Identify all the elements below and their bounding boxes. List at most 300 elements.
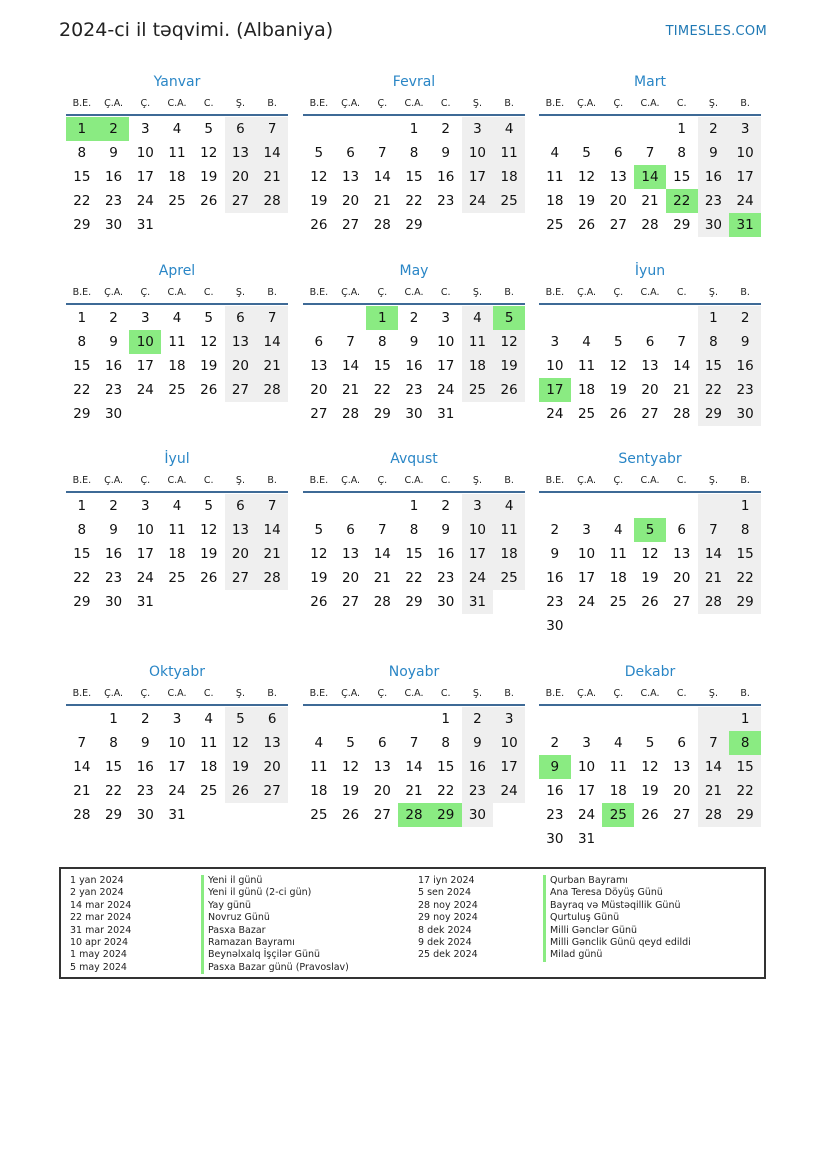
day-cell[interactable]: 8 [77,145,87,161]
day-cell[interactable]: 8 [409,145,419,161]
day-cell[interactable]: 4 [550,145,560,161]
day-cell[interactable]: 1 [109,711,118,727]
day-cell[interactable]: 10 [577,759,596,775]
day-cell[interactable]: 10 [577,546,596,562]
day-cell[interactable]: 2 [441,498,450,514]
day-cell[interactable]: 27 [673,807,691,823]
day-cell[interactable]: 23 [546,807,564,823]
day-cell[interactable]: 7 [377,522,387,538]
day-cell[interactable]: 8 [441,735,450,751]
day-cell[interactable]: 28 [256,189,288,213]
day-cell[interactable]: 28 [256,378,288,402]
day-cell[interactable]: 13 [225,518,257,542]
day-cell[interactable]: 22 [104,783,123,799]
day-cell[interactable]: 15 [729,755,761,779]
day-cell[interactable]: 21 [698,779,730,803]
day-cell[interactable]: 22 [373,382,391,398]
day-cell[interactable]: 30 [546,831,564,847]
day-cell[interactable]: 15 [73,169,91,185]
day-cell[interactable]: 18 [168,546,186,562]
day-cell[interactable]: 13 [341,546,360,562]
day-cell[interactable]: 15 [729,542,761,566]
day-cell[interactable]: 21 [405,783,423,799]
day-cell[interactable]: 5 [204,310,213,326]
day-cell[interactable]: 5 [204,498,213,514]
day-cell[interactable]: 12 [577,169,596,185]
day-cell[interactable]: 10 [729,141,761,165]
day-cell[interactable]: 29 [673,217,691,233]
day-cell[interactable]: 25 [493,566,525,590]
day-cell[interactable]: 26 [641,594,659,610]
day-cell[interactable]: 15 [405,546,423,562]
day-cell[interactable]: 27 [641,406,659,422]
day-cell[interactable]: 29 [729,803,761,827]
day-cell[interactable]: 17 [168,759,186,775]
day-cell[interactable]: 6 [225,117,257,141]
day-cell[interactable]: 16 [136,759,154,775]
day-cell[interactable]: 7 [677,334,686,350]
day-cell[interactable]: 7 [256,117,288,141]
day-cell[interactable]: 21 [256,542,288,566]
day-cell[interactable]: 15 [104,759,123,775]
day-cell[interactable]: 27 [225,189,257,213]
day-cell[interactable]: 2 [409,310,419,326]
day-cell[interactable]: 26 [225,779,257,803]
day-cell[interactable]: 18 [168,358,186,374]
day-cell[interactable]: 1 [77,310,87,326]
day-cell[interactable]: 14 [341,358,360,374]
day-cell[interactable]: 2 [109,310,118,326]
day-cell[interactable]: 8 [77,522,87,538]
day-cell[interactable]: 31 [168,807,186,823]
day-cell[interactable]: 24 [462,189,494,213]
day-cell[interactable]: 25 [310,807,328,823]
day-cell[interactable]: 26 [341,807,360,823]
day-cell[interactable]: 27 [673,594,691,610]
day-cell[interactable]: 24 [577,594,596,610]
day-cell[interactable]: 3 [462,494,494,518]
day-cell[interactable]: 7 [377,145,387,161]
day-cell[interactable]: 25 [168,382,186,398]
holiday-day-cell[interactable]: 2 [98,117,130,141]
brand-link[interactable]: TIMESLES.COM [665,24,767,39]
day-cell[interactable]: 6 [346,522,355,538]
day-cell[interactable]: 20 [225,542,257,566]
day-cell[interactable]: 21 [73,783,91,799]
day-cell[interactable]: 28 [373,217,391,233]
day-cell[interactable]: 12 [310,169,328,185]
day-cell[interactable]: 23 [405,382,423,398]
day-cell[interactable]: 23 [437,193,455,209]
day-cell[interactable]: 4 [172,121,182,137]
day-cell[interactable]: 18 [493,542,525,566]
day-cell[interactable]: 12 [641,759,659,775]
day-cell[interactable]: 9 [462,731,494,755]
day-cell[interactable]: 12 [200,334,218,350]
holiday-day-cell[interactable]: 17 [539,378,571,402]
holiday-day-cell[interactable]: 14 [634,165,666,189]
day-cell[interactable]: 15 [373,358,391,374]
day-cell[interactable]: 1 [729,494,761,518]
day-cell[interactable]: 1 [409,498,419,514]
day-cell[interactable]: 2 [729,306,761,330]
holiday-day-cell[interactable]: 1 [66,117,98,141]
day-cell[interactable]: 16 [104,358,123,374]
day-cell[interactable]: 28 [641,217,659,233]
day-cell[interactable]: 17 [462,165,494,189]
day-cell[interactable]: 19 [200,358,218,374]
day-cell[interactable]: 4 [172,310,182,326]
day-cell[interactable]: 26 [609,406,627,422]
day-cell[interactable]: 22 [729,779,761,803]
day-cell[interactable]: 10 [437,334,455,350]
day-cell[interactable]: 26 [200,193,218,209]
day-cell[interactable]: 12 [200,522,218,538]
day-cell[interactable]: 6 [346,145,355,161]
day-cell[interactable]: 20 [310,382,328,398]
day-cell[interactable]: 21 [256,165,288,189]
day-cell[interactable]: 21 [673,382,691,398]
day-cell[interactable]: 18 [493,165,525,189]
day-cell[interactable]: 21 [256,354,288,378]
day-cell[interactable]: 27 [310,406,328,422]
day-cell[interactable]: 16 [462,755,494,779]
day-cell[interactable]: 15 [73,546,91,562]
day-cell[interactable]: 16 [104,169,123,185]
day-cell[interactable]: 3 [172,711,182,727]
day-cell[interactable]: 18 [462,354,494,378]
day-cell[interactable]: 31 [136,217,154,233]
holiday-day-cell[interactable]: 5 [493,306,525,330]
day-cell[interactable]: 26 [200,570,218,586]
day-cell[interactable]: 29 [698,402,730,426]
holiday-day-cell[interactable]: 22 [666,189,698,213]
day-cell[interactable]: 6 [677,735,686,751]
day-cell[interactable]: 22 [73,193,91,209]
day-cell[interactable]: 25 [168,193,186,209]
day-cell[interactable]: 12 [310,546,328,562]
holiday-day-cell[interactable]: 1 [366,306,398,330]
day-cell[interactable]: 14 [373,169,391,185]
day-cell[interactable]: 18 [577,382,596,398]
day-cell[interactable]: 30 [104,217,123,233]
day-cell[interactable]: 22 [437,783,455,799]
day-cell[interactable]: 21 [373,193,391,209]
day-cell[interactable]: 6 [645,334,655,350]
day-cell[interactable]: 8 [109,735,118,751]
day-cell[interactable]: 21 [373,570,391,586]
day-cell[interactable]: 28 [373,594,391,610]
day-cell[interactable]: 11 [168,334,186,350]
day-cell[interactable]: 18 [609,570,627,586]
day-cell[interactable]: 23 [546,594,564,610]
day-cell[interactable]: 29 [104,807,123,823]
day-cell[interactable]: 29 [73,217,91,233]
day-cell[interactable]: 23 [698,189,730,213]
day-cell[interactable]: 19 [609,382,627,398]
day-cell[interactable]: 24 [462,566,494,590]
day-cell[interactable]: 19 [310,193,328,209]
day-cell[interactable]: 8 [77,334,87,350]
day-cell[interactable]: 14 [373,546,391,562]
day-cell[interactable]: 9 [441,145,450,161]
day-cell[interactable]: 16 [405,358,423,374]
day-cell[interactable]: 19 [577,193,596,209]
day-cell[interactable]: 1 [441,711,450,727]
day-cell[interactable]: 3 [582,522,591,538]
day-cell[interactable]: 5 [346,735,355,751]
day-cell[interactable]: 30 [462,803,494,827]
day-cell[interactable]: 4 [462,306,494,330]
day-cell[interactable]: 3 [441,310,450,326]
day-cell[interactable]: 12 [609,358,627,374]
day-cell[interactable]: 19 [641,570,659,586]
day-cell[interactable]: 24 [168,783,186,799]
day-cell[interactable]: 6 [613,145,623,161]
day-cell[interactable]: 18 [168,169,186,185]
day-cell[interactable]: 4 [493,117,525,141]
day-cell[interactable]: 24 [136,193,154,209]
day-cell[interactable]: 7 [409,735,419,751]
day-cell[interactable]: 29 [405,594,423,610]
day-cell[interactable]: 22 [73,570,91,586]
day-cell[interactable]: 2 [441,121,450,137]
day-cell[interactable]: 18 [310,783,328,799]
day-cell[interactable]: 16 [437,169,455,185]
day-cell[interactable]: 16 [546,783,564,799]
day-cell[interactable]: 2 [550,522,560,538]
day-cell[interactable]: 30 [104,406,123,422]
day-cell[interactable]: 30 [136,807,154,823]
day-cell[interactable]: 29 [373,406,391,422]
day-cell[interactable]: 19 [341,783,360,799]
day-cell[interactable]: 29 [73,406,91,422]
day-cell[interactable]: 28 [73,807,91,823]
day-cell[interactable]: 17 [136,358,154,374]
day-cell[interactable]: 3 [729,117,761,141]
day-cell[interactable]: 19 [225,755,257,779]
day-cell[interactable]: 9 [441,522,450,538]
day-cell[interactable]: 26 [310,217,328,233]
day-cell[interactable]: 22 [73,382,91,398]
day-cell[interactable]: 28 [698,803,730,827]
day-cell[interactable]: 16 [546,570,564,586]
day-cell[interactable]: 28 [341,406,360,422]
day-cell[interactable]: 5 [204,121,213,137]
day-cell[interactable]: 13 [310,358,328,374]
day-cell[interactable]: 10 [168,735,186,751]
day-cell[interactable]: 6 [677,522,686,538]
day-cell[interactable]: 28 [673,406,691,422]
day-cell[interactable]: 6 [256,707,288,731]
holiday-day-cell[interactable]: 10 [129,330,161,354]
day-cell[interactable]: 13 [225,141,257,165]
day-cell[interactable]: 6 [377,735,387,751]
day-cell[interactable]: 11 [493,141,525,165]
day-cell[interactable]: 16 [729,354,761,378]
holiday-day-cell[interactable]: 8 [729,731,761,755]
day-cell[interactable]: 12 [493,330,525,354]
day-cell[interactable]: 13 [641,358,659,374]
holiday-day-cell[interactable]: 28 [398,803,430,827]
day-cell[interactable]: 6 [314,334,324,350]
day-cell[interactable]: 13 [673,546,691,562]
day-cell[interactable]: 30 [546,618,564,634]
day-cell[interactable]: 23 [104,570,123,586]
day-cell[interactable]: 14 [405,759,423,775]
day-cell[interactable]: 17 [136,169,154,185]
day-cell[interactable]: 7 [256,494,288,518]
day-cell[interactable]: 9 [140,735,150,751]
day-cell[interactable]: 10 [136,145,154,161]
day-cell[interactable]: 14 [256,518,288,542]
day-cell[interactable]: 11 [310,759,328,775]
day-cell[interactable]: 10 [546,358,564,374]
day-cell[interactable]: 20 [225,165,257,189]
day-cell[interactable]: 7 [77,735,87,751]
day-cell[interactable]: 20 [225,354,257,378]
day-cell[interactable]: 8 [698,330,730,354]
day-cell[interactable]: 20 [373,783,391,799]
day-cell[interactable]: 30 [698,213,730,237]
day-cell[interactable]: 21 [698,566,730,590]
day-cell[interactable]: 5 [314,145,324,161]
day-cell[interactable]: 31 [437,406,455,422]
day-cell[interactable]: 27 [373,807,391,823]
day-cell[interactable]: 30 [405,406,423,422]
day-cell[interactable]: 8 [677,145,686,161]
day-cell[interactable]: 27 [609,217,627,233]
day-cell[interactable]: 27 [225,378,257,402]
day-cell[interactable]: 20 [341,570,360,586]
day-cell[interactable]: 28 [256,566,288,590]
day-cell[interactable]: 9 [409,334,419,350]
day-cell[interactable]: 14 [73,759,91,775]
day-cell[interactable]: 17 [729,165,761,189]
day-cell[interactable]: 11 [609,546,627,562]
day-cell[interactable]: 20 [256,755,288,779]
day-cell[interactable]: 24 [577,807,596,823]
day-cell[interactable]: 2 [698,117,730,141]
day-cell[interactable]: 17 [136,546,154,562]
day-cell[interactable]: 11 [168,145,186,161]
day-cell[interactable]: 4 [613,735,623,751]
day-cell[interactable]: 11 [546,169,564,185]
day-cell[interactable]: 12 [641,546,659,562]
day-cell[interactable]: 1 [729,707,761,731]
day-cell[interactable]: 6 [225,306,257,330]
day-cell[interactable]: 19 [310,570,328,586]
holiday-day-cell[interactable]: 5 [634,518,666,542]
day-cell[interactable]: 10 [462,518,494,542]
day-cell[interactable]: 20 [341,193,360,209]
day-cell[interactable]: 17 [437,358,455,374]
day-cell[interactable]: 13 [341,169,360,185]
day-cell[interactable]: 30 [104,594,123,610]
day-cell[interactable]: 4 [613,522,623,538]
day-cell[interactable]: 4 [493,494,525,518]
day-cell[interactable]: 3 [550,334,560,350]
day-cell[interactable]: 13 [225,330,257,354]
day-cell[interactable]: 1 [77,498,87,514]
day-cell[interactable]: 10 [136,522,154,538]
day-cell[interactable]: 5 [613,334,623,350]
day-cell[interactable]: 14 [698,755,730,779]
day-cell[interactable]: 1 [698,306,730,330]
day-cell[interactable]: 27 [341,594,360,610]
day-cell[interactable]: 5 [645,735,655,751]
day-cell[interactable]: 23 [729,378,761,402]
day-cell[interactable]: 28 [698,590,730,614]
holiday-day-cell[interactable]: 9 [539,755,571,779]
day-cell[interactable]: 24 [493,779,525,803]
day-cell[interactable]: 24 [136,382,154,398]
day-cell[interactable]: 22 [729,566,761,590]
day-cell[interactable]: 20 [673,783,691,799]
day-cell[interactable]: 11 [493,518,525,542]
day-cell[interactable]: 29 [729,590,761,614]
day-cell[interactable]: 17 [493,755,525,779]
day-cell[interactable]: 25 [493,189,525,213]
day-cell[interactable]: 16 [698,165,730,189]
day-cell[interactable]: 23 [104,193,123,209]
day-cell[interactable]: 3 [140,498,150,514]
day-cell[interactable]: 11 [200,735,218,751]
day-cell[interactable]: 9 [109,334,118,350]
day-cell[interactable]: 26 [310,594,328,610]
day-cell[interactable]: 31 [462,590,494,614]
day-cell[interactable]: 13 [373,759,391,775]
day-cell[interactable]: 25 [462,378,494,402]
day-cell[interactable]: 11 [609,759,627,775]
day-cell[interactable]: 24 [437,382,455,398]
day-cell[interactable]: 11 [168,522,186,538]
day-cell[interactable]: 2 [109,498,118,514]
day-cell[interactable]: 18 [546,193,564,209]
day-cell[interactable]: 31 [577,831,596,847]
day-cell[interactable]: 5 [582,145,591,161]
day-cell[interactable]: 24 [136,570,154,586]
day-cell[interactable]: 16 [437,546,455,562]
day-cell[interactable]: 14 [256,330,288,354]
day-cell[interactable]: 13 [673,759,691,775]
day-cell[interactable]: 27 [225,566,257,590]
day-cell[interactable]: 19 [493,354,525,378]
day-cell[interactable]: 10 [462,141,494,165]
day-cell[interactable]: 12 [200,145,218,161]
day-cell[interactable]: 15 [673,169,691,185]
day-cell[interactable]: 16 [104,546,123,562]
day-cell[interactable]: 17 [577,783,596,799]
day-cell[interactable]: 2 [550,735,560,751]
day-cell[interactable]: 10 [493,731,525,755]
day-cell[interactable]: 15 [73,358,91,374]
day-cell[interactable]: 1 [409,121,419,137]
day-cell[interactable]: 4 [314,735,324,751]
day-cell[interactable]: 20 [673,570,691,586]
holiday-day-cell[interactable]: 31 [729,213,761,237]
day-cell[interactable]: 27 [341,217,360,233]
day-cell[interactable]: 3 [462,117,494,141]
day-cell[interactable]: 21 [641,193,659,209]
day-cell[interactable]: 19 [641,783,659,799]
day-cell[interactable]: 30 [729,402,761,426]
day-cell[interactable]: 15 [437,759,455,775]
day-cell[interactable]: 12 [225,731,257,755]
day-cell[interactable]: 26 [577,217,596,233]
day-cell[interactable]: 5 [225,707,257,731]
day-cell[interactable]: 30 [437,594,455,610]
